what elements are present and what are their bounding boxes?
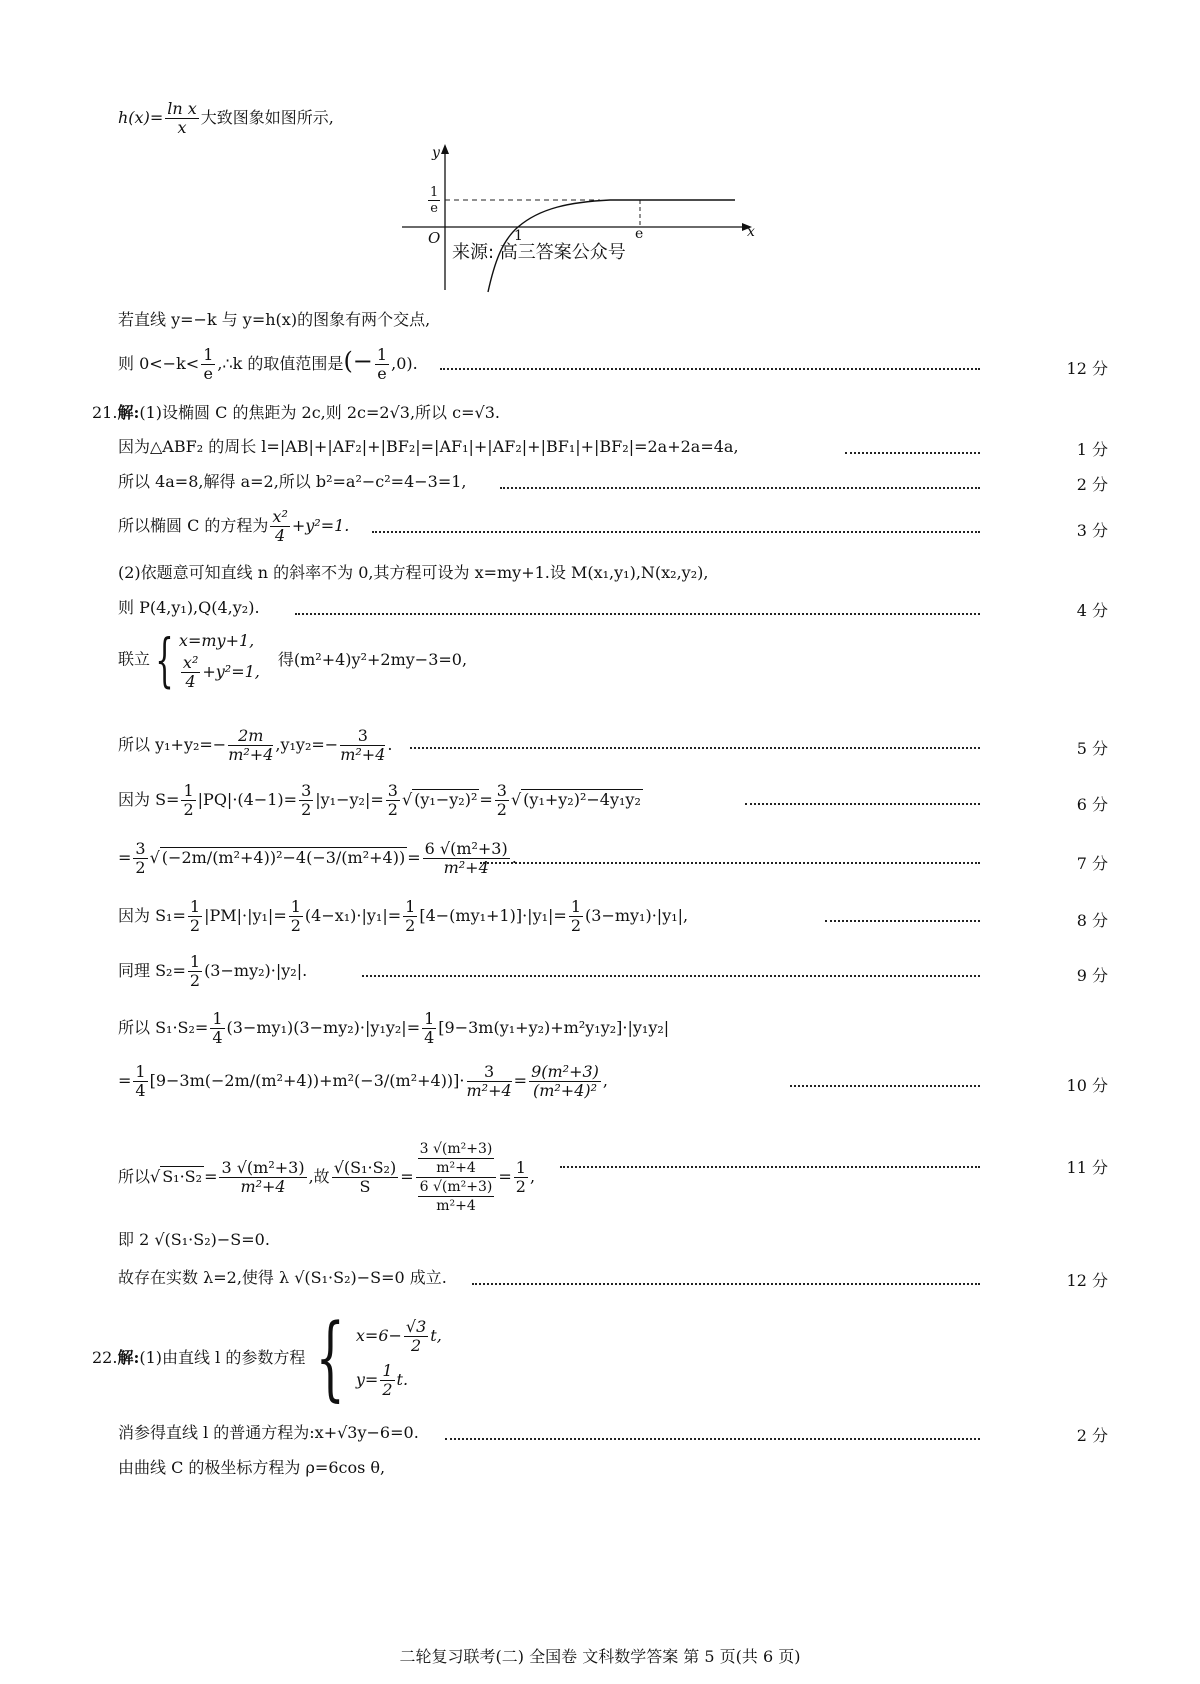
- graph-watermark: 来源: 高三答案公众号: [452, 242, 626, 263]
- q21-line15: 所以√ S₁·S₂ = $\frac{\text{3 √(m²+3)}}{\text{m²+4}}$ ,故 $\frac{\text{√(S₁·S₂)}}{S}$ = $\frac{\frac{\text{3 √(m²+3)}}{\text{m²+4}}}{\frac{\text{6 √(m²+3)}}{\text{m²+4}}}$ = $\frac{1}{2}$ ,: [118, 1141, 536, 1214]
- page-footer: 二轮复习联考(二) 全国卷 文科数学答案 第 5 页(共 6 页): [399, 1647, 801, 1666]
- intro-text: 大致图象如图所示,: [200, 108, 334, 127]
- q21-line14: = $\frac{1}{4}$ [9−3m(−2m/(m²+4))+m²(−3/(m²+4))]· $\frac{3}{\text{m²+4}}$ = $\frac{\text{9(m²+3)}}{\text{(m²+4)²}}$ ,: [118, 1062, 609, 1100]
- q22-line2: 消参得直线 l 的普通方程为:x+√3y−6=0.: [118, 1423, 419, 1442]
- q21-line6: 则 P(4,y₁),Q(4,y₂).: [118, 598, 260, 617]
- graph-y-label: y: [432, 145, 440, 161]
- function-graph: [400, 140, 760, 300]
- q21-line2: 因为△ABF₂ 的周长 l=|AB|+|AF₂|+|BF₂|=|AF₁|+|AF₂|+|BF₁|+|BF₂|=2a+2a=4a,: [118, 437, 739, 456]
- q21-line9: 因为 S= $\frac{1}{2}$ |PQ|·(4−1)= $\frac{3}{2}$ |y₁−y₂|= $\frac{3}{2}$ √ (y₁−y₂)² = $\frac{3}{2}$ √ (y₁+y₂)²−4y₁y₂: [118, 781, 641, 819]
- graph-y-tick: 1 e: [430, 185, 439, 216]
- graph-x-label: x: [747, 224, 755, 240]
- q20-line2: 则 0<−k< $\frac{1}{e}$ ,∴k 的取值范围是(− $\frac{1}{e}$ ,0).: [118, 345, 418, 383]
- intro-line: [118, 100, 334, 137]
- q21-line1: 21.解:(1)设椭圆 C 的焦距为 2c,则 2c=2√3,所以 c=√3.: [92, 403, 500, 422]
- q21-line3: 所以 4a=8,解得 a=2,所以 b²=a²−c²=4−3=1,: [118, 472, 467, 491]
- q20-score: 12 分: [1066, 359, 1108, 378]
- q22-line1: 22.解:(1)由直线 l 的参数方程 { x=6− $\frac{√3}{2}$ t, y= $\frac{1}{2}$ t.: [92, 1304, 442, 1411]
- q20-line1: 若直线 y=−k 与 y=h(x)的图象有两个交点,: [118, 310, 431, 329]
- q21-line16: 即 2 √(S₁·S₂)−S=0.: [118, 1230, 270, 1249]
- q21-line10: = $\frac{3}{2}$ √ (−2m/(m²+4))²−4(−3/(m²+4)) = $\frac{\text{6 √(m²+3)}}{\text{m²+4}}$ .: [118, 839, 517, 877]
- graph-origin: O: [428, 229, 441, 247]
- q21-line13: 所以 S₁·S₂= $\frac{1}{4}$ (3−my₁)(3−my₂)·|y₁y₂|= $\frac{1}{4}$ [9−3m(y₁+y₂)+m²y₁y₂]·|y₁y₂|: [118, 1009, 670, 1047]
- q21-line4: 所以椭圆 C 的方程为 $\frac{\text{x²}}{4}$ +y²=1.: [118, 507, 350, 545]
- q21-line5: (2)依题意可知直线 n 的斜率不为 0,其方程可设为 x=my+1.设 M(x₁,y₁),N(x₂,y₂),: [118, 563, 709, 582]
- q22-line3: 由曲线 C 的极坐标方程为 ρ=6cos θ,: [118, 1458, 386, 1477]
- q21-line7: 联立{ x=my+1, $\frac{\text{x²}}{4}$ +y²=1, 得(m²+4)y²+2my−3=0,: [118, 625, 468, 694]
- graph-tick-e: e: [635, 226, 644, 242]
- q21-line11: 因为 S₁= $\frac{1}{2}$ |PM|·|y₁|= $\frac{1}{2}$ (4−x₁)·|y₁|= $\frac{1}{2}$ [4−(my₁+1)]·|y₁|= $\frac{1}{2}$ (3−my₁)·|y₁|,: [118, 897, 689, 935]
- q21-line17: 故存在实数 λ=2,使得 λ √(S₁·S₂)−S=0 成立.: [118, 1268, 447, 1287]
- q21-line12: 同理 S₂= $\frac{1}{2}$ (3−my₂)·|y₂|.: [118, 952, 308, 990]
- graph-tick-one: 1: [514, 228, 523, 244]
- h-label: h(x)=: [118, 108, 164, 127]
- lnx-over-x: $\frac{\text{ln x}}{x}$: [167, 99, 197, 137]
- q21-line8: 所以 y₁+y₂=− $\frac{2m}{\text{m²+4}}$ ,y₁y₂=− $\frac{3}{\text{m²+4}}$ .: [118, 726, 393, 764]
